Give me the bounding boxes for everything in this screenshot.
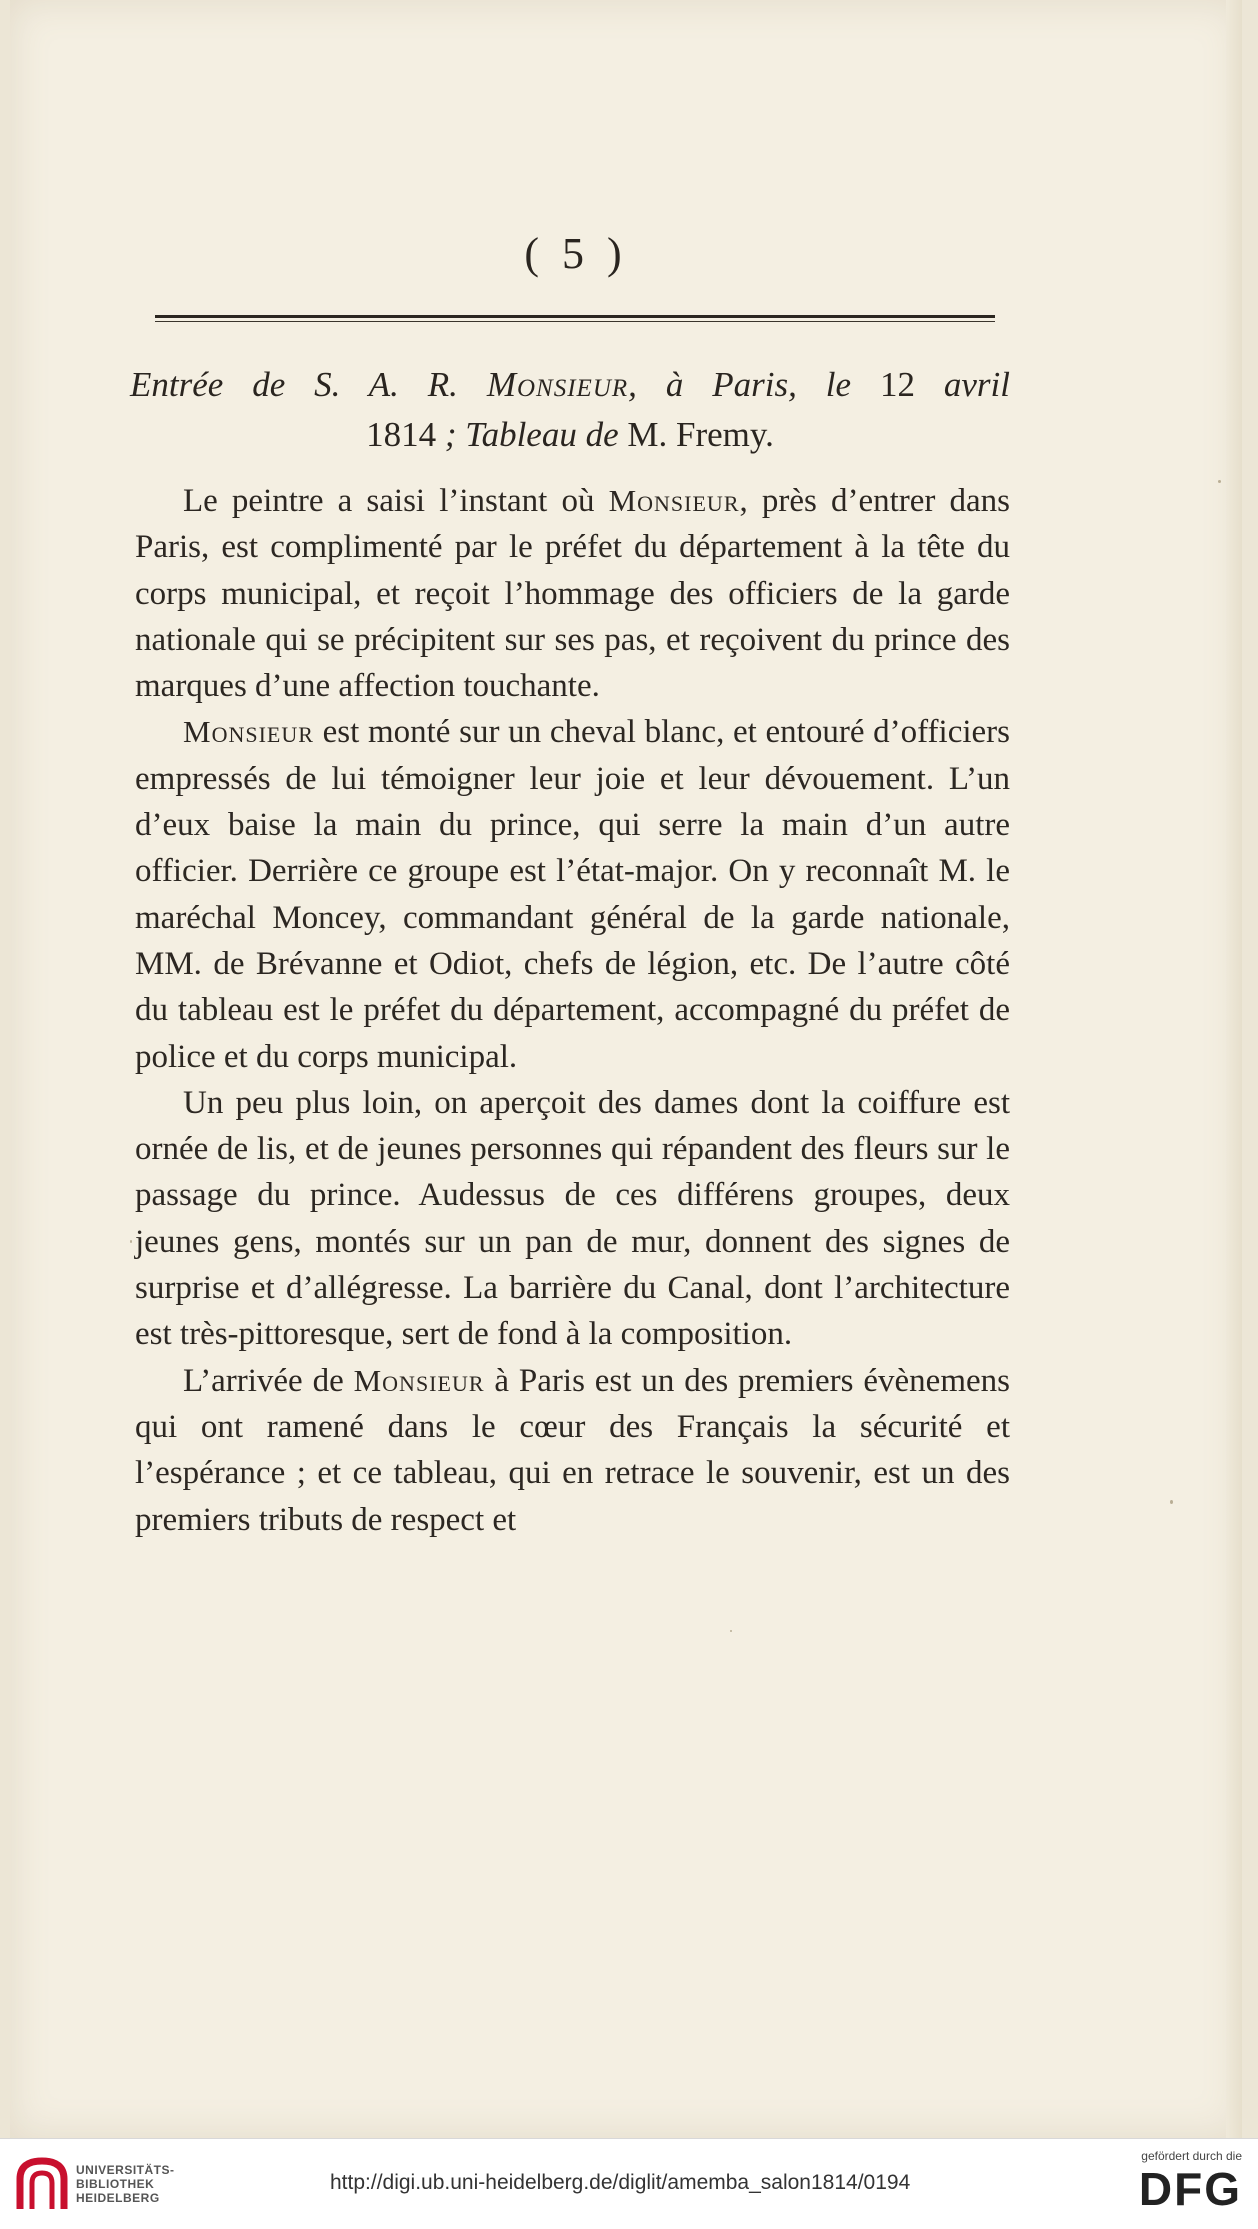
- book-page: [10, 0, 1242, 2138]
- paper-speck: [1218, 480, 1221, 483]
- viewer-footer: [0, 2138, 1258, 2229]
- heading-monsieur: Monsieur: [486, 365, 629, 404]
- funded-by-label: gefördert durch die: [1141, 2149, 1242, 2163]
- paragraph-1: Le peintre a saisi l’instant où Monsieur, près d’entrer dans Paris, est complimenté par le préfet du département à la tête du corps municipal, et reçoit l’hommage des officiers de la garde nationale qui se précipitent sur ses pas, et reçoivent du prince des marques d’une affection touchante.: [135, 483, 1010, 705]
- paragraph-2: Monsieur est monté sur un cheval blanc, et entouré d’officiers empressés de lui témoigner leur joie et leur dévouement. L’un d’eux baise la main du prince, qui serre la main d’un autre officier. Derrière ce groupe est l’état-major. On y reconnaît M. le maréchal Moncey, commandant général de la garde nationale, MM. de Brévanne et Odiot, chefs de légion, etc. De l’autre côté du tableau est le préfet du département, accompagné du préfet de police et du corps municipal.: [135, 714, 1010, 1075]
- paper-speck: [730, 1630, 732, 1632]
- permalink-url[interactable]: http://digi.ub.uni-heidelberg.de/diglit/amemba_salon1814/0194: [330, 2171, 911, 2194]
- dfg-funding-badge[interactable]: [1112, 2149, 1242, 2215]
- heading-line-1: Entrée de S. A. R. Monsieur, à Paris, le 12 avril: [130, 365, 1010, 404]
- paragraph-3: Un peu plus loin, on aperçoit des dames dont la coiffure est ornée de lis, et de jeunes personnes qui répandent des fleurs sur le passage du prince. Audessus de ces différens groupes, deux jeunes gens, montés sur un pan de mur, donnent des signes de surprise et d’allégresse. La barrière du Canal, dont l’architecture est très-pittoresque, sert de fond à la composition.: [135, 1084, 1010, 1353]
- dfg-logo: DFG: [1138, 2163, 1242, 2215]
- page-edge: [1226, 0, 1242, 2138]
- page-number: ( 5 ): [524, 229, 628, 278]
- body-text: [135, 478, 1010, 1543]
- heading-line-2: 1814 ; Tableau de M. Fremy.: [366, 415, 774, 454]
- section-heading: [130, 360, 1010, 460]
- paper-speck: [130, 1240, 132, 1243]
- university-logo-icon[interactable]: [14, 2155, 70, 2215]
- university-name: UNIVERSITÄTS- BIBLIOTHEK HEIDELBERG: [76, 2163, 175, 2205]
- paragraph-4: L’arrivée de Monsieur à Paris est un des premiers évènemens qui ont ramené dans le cœur des Français la sécurité et l’espérance ; et ce tableau, qui en retrace le souvenir, est un des premiers tributs de respect et: [135, 1362, 1010, 1538]
- paper-speck: [1170, 1500, 1173, 1504]
- double-rule-divider: [155, 315, 995, 325]
